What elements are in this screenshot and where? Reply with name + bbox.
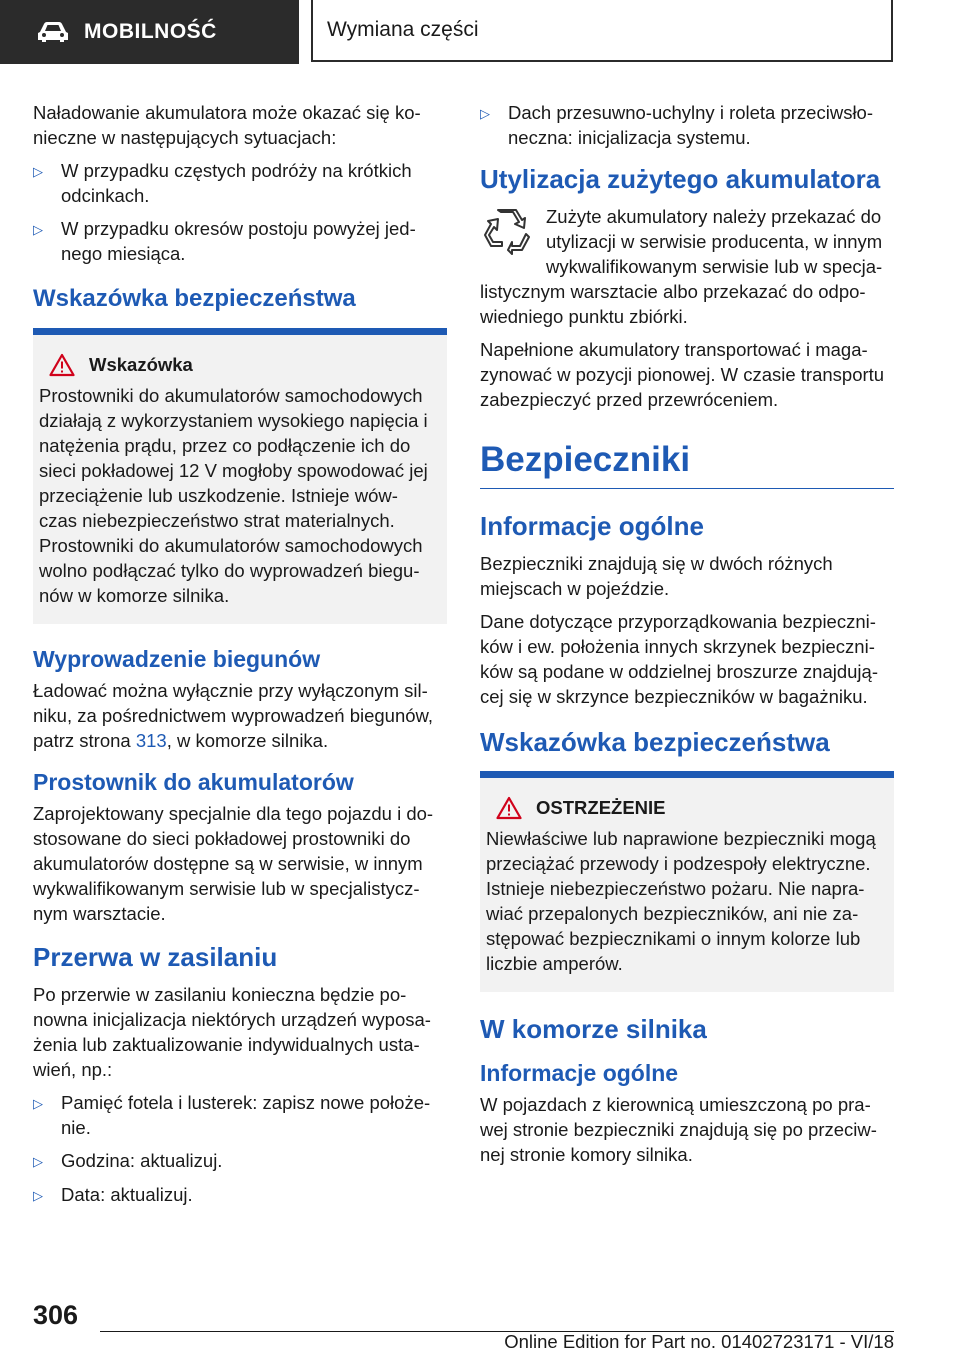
list-item: ▷ Dach przesuwno-uchylny i roleta przeciwsło- neczna: inicjalizacja systemu. <box>480 102 874 148</box>
notice-title: Wskazówka <box>89 354 193 375</box>
notice-text: Prostowniki do akumulatorów samochodowych działają z wykorzystaniem wysokiego napięcia i natężenia prądu, przez co podłączenie ich do sieci pokładowej 12 V mogłoby spowodować jej przeciążenie lub uszkodzenie. Istnieje wów- czas niebezpieczeństwo strat materialnych. Prostowniki do akumulatorów samochodowych wolno podłączać tylko do wyprowadzeń biegu- nów w komorze silnika. <box>39 385 428 606</box>
subsection-title: Wymiana części <box>327 18 479 41</box>
general-text-1: Bezpieczniki znajdują się w dwóch różnych miejscach w pojeździe. <box>480 553 833 599</box>
subsection-box <box>311 0 893 62</box>
notice-box <box>33 335 447 624</box>
poles-heading: Wyprowadzenie biegunów <box>33 646 321 672</box>
heading-bar <box>480 771 894 778</box>
bullet-triangle-icon: ▷ <box>480 106 490 121</box>
general-text-2: Dane dotyczące przyporządkowania bezpieczni- ków i ew. położenia innych skrzynek bezpieczni- ków są podane w oddzielnej broszurze znajdują- cej się w skrzynce bezpieczników w bagażniku. <box>480 611 878 707</box>
general-heading: Informacje ogólne <box>480 511 704 541</box>
warning-triangle-icon <box>496 796 522 820</box>
page-number: 306 <box>33 1300 79 1330</box>
safety-heading: Wskazówka bezpieczeństwa <box>33 285 356 312</box>
engine-text: W pojazdach z kierownicą umieszczoną po pra- wej stronie bezpieczniki znajdują się po przeciw- nej stronie komory silnika. <box>480 1094 877 1165</box>
list-item: ▷ W przypadku częstych podróży na krótkich odcinkach. <box>33 160 412 206</box>
section-title: MOBILNOŚĆ <box>84 20 217 43</box>
warning-title: OSTRZEŻENIE <box>536 797 666 818</box>
recycle-icon <box>482 206 532 256</box>
right-column <box>480 100 894 1175</box>
fuse-safety-heading: Wskazówka bezpieczeństwa <box>480 727 830 757</box>
bullet-triangle-icon: ▷ <box>33 1096 43 1111</box>
left-column <box>33 100 447 1216</box>
edition-text: Online Edition for Part no. 01402723171 - VI/18 <box>504 1331 894 1352</box>
bullet-triangle-icon: ▷ <box>33 164 43 179</box>
car-icon <box>36 21 70 43</box>
outage-heading: Przerwa w zasilaniu <box>33 942 278 972</box>
charger-heading: Prostownik do akumulatorów <box>33 769 354 795</box>
fuses-heading: Bezpieczniki <box>480 438 894 489</box>
list-item: ▷ Data: aktualizuj. <box>33 1182 447 1208</box>
warning-triangle-icon <box>49 353 75 377</box>
bullet-triangle-icon: ▷ <box>33 222 43 237</box>
warning-box <box>480 778 894 992</box>
engine-heading: W komorze silnika <box>480 1014 707 1044</box>
disposal-block <box>480 204 894 329</box>
poles-text: Ładować można wyłącznie przy wyłączonym sil- niku, za pośrednictwem wyprowadzeń biegunów, patrz strona 313, w komorze silnika. <box>33 680 434 751</box>
bullet-triangle-icon: ▷ <box>33 1188 43 1203</box>
engine-subheading: Informacje ogólne <box>480 1060 679 1086</box>
page-link[interactable]: 313 <box>135 730 167 751</box>
warning-text: Niewłaściwe lub naprawione bezpieczniki mogą przeciążać przewody i podzespoły elektryczne. Istnieje niebezpieczeństwo pożaru. Nie napra- wiać przepalonych bezpieczników, ani nie za- stępować bezpiecznikami o innym kolorze lub liczbie amperów. <box>486 828 876 974</box>
bullet-triangle-icon: ▷ <box>33 1154 43 1169</box>
list-item: ▷ Pamięć fotela i lusterek: zapisz nowe położe- nie. <box>33 1092 431 1138</box>
list-item: ▷ Godzina: aktualizuj. <box>33 1148 447 1174</box>
outage-text: Po przerwie w zasilaniu konieczna będzie po- nowna inicjalizacja niektórych urządzeń wyposa- żenia lub zaktualizowanie indywidualnych usta- wień, np.: <box>33 984 431 1080</box>
heading-bar <box>33 328 447 335</box>
disposal-heading: Utylizacja zużytego akumulatora <box>480 164 881 194</box>
intro-text: Naładowanie akumulatora może okazać się ko- nieczne w następujących sytuacjach: <box>33 102 421 148</box>
disposal-text: Zużyte akumulatory należy przekazać do utylizacji w serwisie producenta, w innym wykwalifikowanym serwisie lub w specja- listycznym warsztacie albo przekazać do odpo- wiedniego punktu zbiórki. <box>480 206 883 327</box>
list-item: ▷ W przypadku okresów postoju powyżej jed- nego miesiąca. <box>33 218 416 264</box>
disposal-text-2: Napełnione akumulatory transportować i maga- zynować w pozycji pionowej. W czasie transportu zabezpieczyć przed przewróceniem. <box>480 339 885 410</box>
section-tab <box>0 0 299 64</box>
charger-text: Zaprojektowany specjalnie dla tego pojazdu i do- stosowane do sieci pokładowej prostowniki do akumulatorów dostępne są w serwisie, w innym wykwalifikowanym serwisie lub w specjalistycz- nym warsztacie. <box>33 803 434 924</box>
